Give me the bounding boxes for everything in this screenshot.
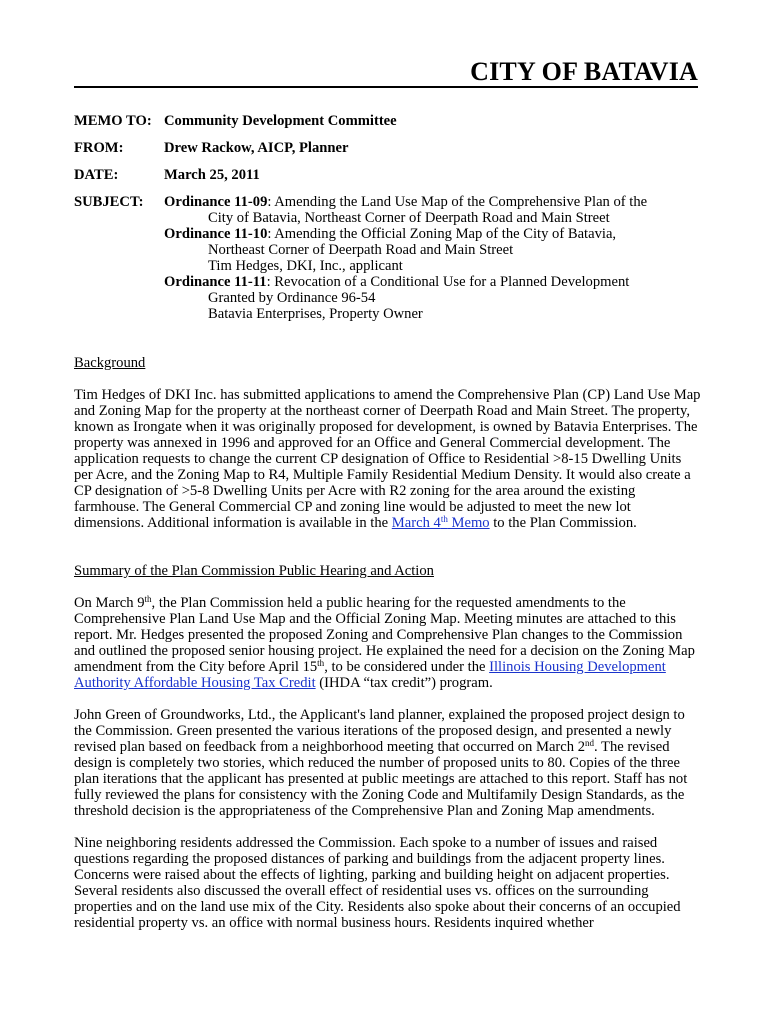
ihda-tax-credit-link[interactable]: Illinois Housing Development Authority Affordable Housing Tax Credit (74, 659, 666, 691)
ordinance-2-line: Tim Hedges, DKI, Inc., applicant (208, 258, 403, 274)
background-text: Tim Hedges of DKI Inc. has submitted applications to amend the Comprehensive Plan (CP) Land Use Map and Zoning Map for the property at the northeast corner of Deerpath Road and Main Street. The property, known as Irongate when it was originally proposed for development, is owned by Batavia Enterprises. The property was annexed in 1996 and approved for an Office and General Commercial development. The application requests to change the current CP designation of Office to Residential >8-15 Dwelling Units per Acre, and the Zoning Map to R4, Multiple Family Residential Medium Density. It would also create a CP designation of >5-8 Dwelling Units per Acre with R2 zoning for the area around the existing farmhouse. The General Commercial CP and zoning line would be adjusted to meet the new lot dimensions. Additional information is available in the (74, 387, 701, 531)
subject-body (164, 194, 647, 322)
ordinance-3-text: : Revocation of a Conditional Use for a Planned Development (266, 274, 630, 290)
summary-paragraph-2 (74, 707, 702, 819)
from-value: Drew Rackow, AICP, Planner (164, 140, 349, 156)
memo-to-label: MEMO TO: (74, 113, 152, 129)
summary-p1-c: , to be considered under the (324, 659, 490, 675)
title-rule (74, 58, 698, 88)
summary-heading: Summary of the Plan Commission Public Hearing and Action (74, 563, 434, 579)
ordinance-3-line: Batavia Enterprises, Property Owner (208, 306, 423, 322)
march-4-memo-link[interactable] (392, 515, 490, 531)
ordinance-2-line: Northeast Corner of Deerpath Road and Main Street (208, 242, 514, 258)
memo-to-value: Community Development Committee (164, 113, 397, 129)
ordinance-1-number: Ordinance 11-09 (164, 194, 268, 210)
summary-p1-b: , the Plan Commission held a public hearing for the requested amendments to the Comprehensive Plan Land Use Map and the Official Zoning Map. Meeting minutes are attached to this report. Mr. Hedges presented the proposed Zoning and Comprehensive Plan changes to the Commission and outlined the proposed senior housing project. He explained the need for a decision on the Zoning Map amendment from the City before April 15 (74, 595, 695, 675)
ordinance-1-line: City of Batavia, Northeast Corner of Deerpath Road and Main Street (208, 210, 610, 226)
ordinance-2-text: : Amending the Official Zoning Map of the City of Batavia, (267, 226, 617, 242)
subject-label: SUBJECT: (74, 194, 144, 210)
ordinance-3-number: Ordinance 11-11 (164, 274, 267, 290)
memo-body (74, 355, 702, 947)
summary-p1-d: (IHDA “tax credit”) program. (315, 675, 493, 691)
summary-p2-b: . The revised design is completely two stories, which reduced the number of proposed units to 80. Copies of the three plan iterations that the applicant has presented at public meetings are attached to this report. Staff has not fully reviewed the plans for consistency with the Zoning Code and Multifamily Design Standards, as the threshold decision is the appropriateness of the Comprehensive Plan and Zoning Map amendments. (74, 739, 688, 819)
summary-p1-sup2: th (317, 658, 325, 668)
memo-link-text: Memo (447, 515, 490, 531)
date-row (74, 167, 698, 183)
memo-to-row (74, 113, 698, 129)
background-paragraph (74, 387, 702, 531)
from-label: FROM: (74, 140, 124, 156)
march-4-link-text: March 4 (391, 515, 441, 531)
memo-header (74, 113, 698, 322)
ordinance-1-text: : Amending the Land Use Map of the Comprehensive Plan of the (267, 194, 648, 210)
summary-p1-sup1: th (144, 594, 152, 604)
date-label: DATE: (74, 167, 119, 183)
background-heading: Background (74, 355, 146, 371)
ordinance-3 (164, 274, 647, 290)
background-text-end: to the Plan Commission. (489, 515, 637, 531)
from-row (74, 140, 698, 156)
summary-p2-sup: nd (585, 738, 595, 748)
ordinance-1 (164, 194, 647, 210)
ordinance-3-line: Granted by Ordinance 96-54 (208, 290, 376, 306)
ordinance-2-number: Ordinance 11-10 (164, 226, 268, 242)
section-gap (74, 547, 702, 563)
date-value: March 25, 2011 (164, 167, 260, 183)
summary-p2-a: John Green of Groundworks, Ltd., the Applicant's land planner, explained the proposed project design to the Commission. Green presented the various iterations of the proposed design, and presented a newly revised plan based on feedback from a neighborhood meeting that occurred on March 2 (74, 707, 685, 755)
summary-paragraph-3: Nine neighboring residents addressed the Commission. Each spoke to a number of issues and raised questions regarding the proposed distances of parking and buildings from the adjacent property lines. Concerns were raised about the effects of lighting, parking and building height on adjacent properties. Several residents also discussed the overall effect of residential uses vs. offices on the surrounding properties and on the land use mix of the City. Residents also spoke about their concerns of an occupied residential property vs. an office with normal business hours. Residents inquired whether (74, 835, 681, 931)
subject-row (74, 194, 698, 322)
march-4-link-sup: th (440, 514, 448, 524)
summary-p1-a: On March 9 (74, 595, 145, 611)
ordinance-2 (164, 226, 647, 242)
summary-paragraph-1 (74, 595, 702, 691)
page-title: CITY OF BATAVIA (470, 57, 698, 86)
